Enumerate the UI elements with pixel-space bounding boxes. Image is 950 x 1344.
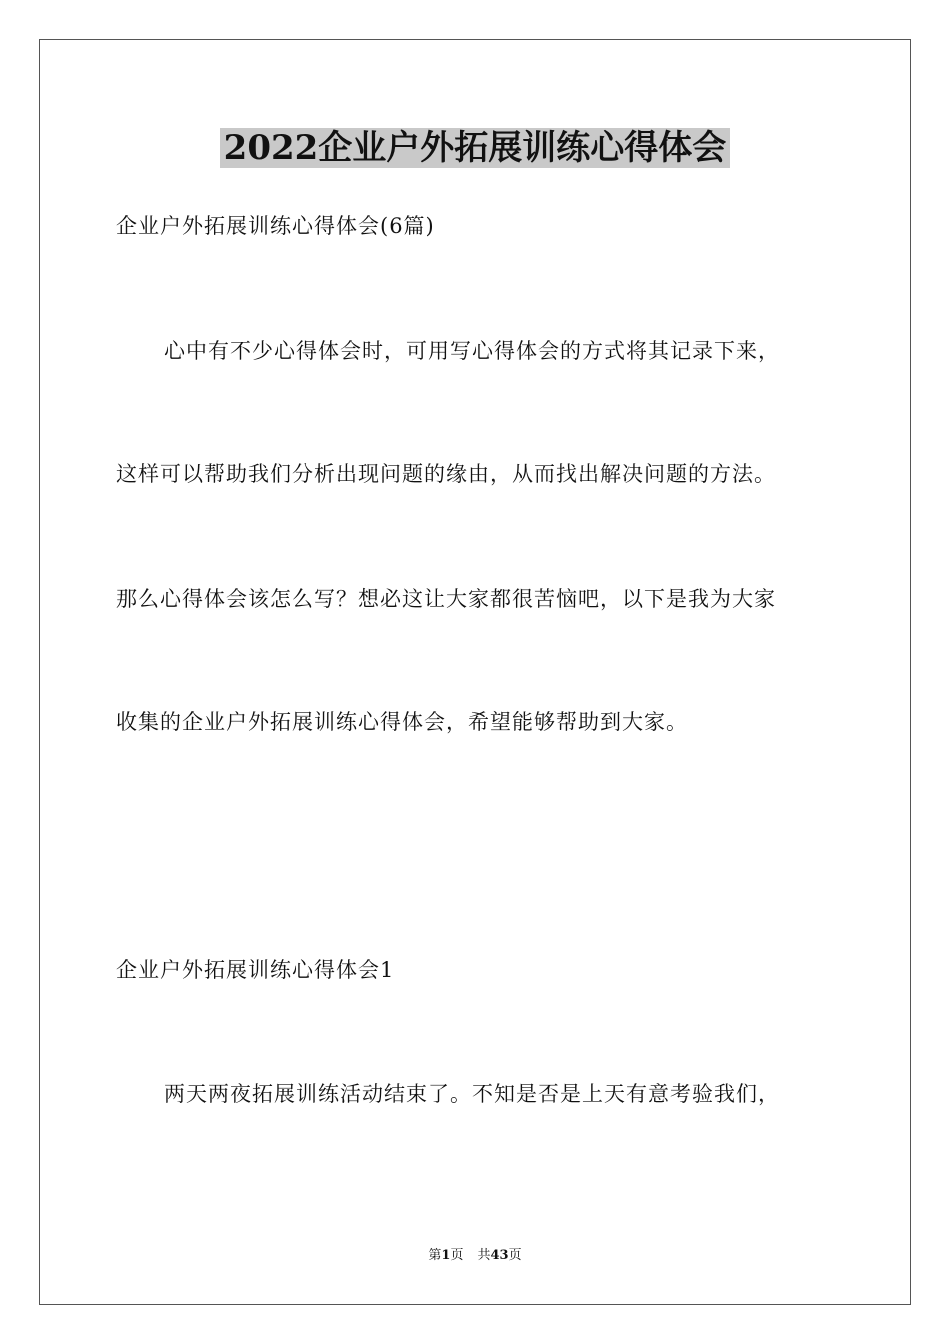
document-title-text: 2022企业户外拓展训练心得体会 xyxy=(220,128,731,168)
footer-page-prefix: 第 xyxy=(428,1248,442,1263)
intro-line-1: 心中有不少心得体会时，可用写心得体会的方式将其记录下来， xyxy=(164,339,780,363)
footer-page-suffix: 页 xyxy=(450,1248,464,1263)
document-title xyxy=(0,125,950,171)
footer-total-suffix: 页 xyxy=(508,1248,522,1263)
footer-total-pages: 43 xyxy=(490,1248,509,1263)
section-line-1: 两天两夜拓展训练活动结束了。不知是否是上天有意考验我们， xyxy=(164,1082,780,1106)
document-subtitle: 企业户外拓展训练心得体会(6篇) xyxy=(116,214,435,238)
footer-total-prefix: 共 xyxy=(477,1248,491,1263)
intro-line-4: 收集的企业户外拓展训练心得体会，希望能够帮助到大家。 xyxy=(116,710,688,734)
footer-page-number: 1 xyxy=(441,1248,451,1263)
section-heading: 企业户外拓展训练心得体会1 xyxy=(116,958,395,982)
intro-line-2: 这样可以帮助我们分析出现问题的缘由，从而找出解决问题的方法。 xyxy=(116,462,776,486)
intro-line-3: 那么心得体会该怎么写？想必这让大家都很苦恼吧，以下是我为大家 xyxy=(116,587,776,611)
page-footer xyxy=(0,1247,950,1265)
